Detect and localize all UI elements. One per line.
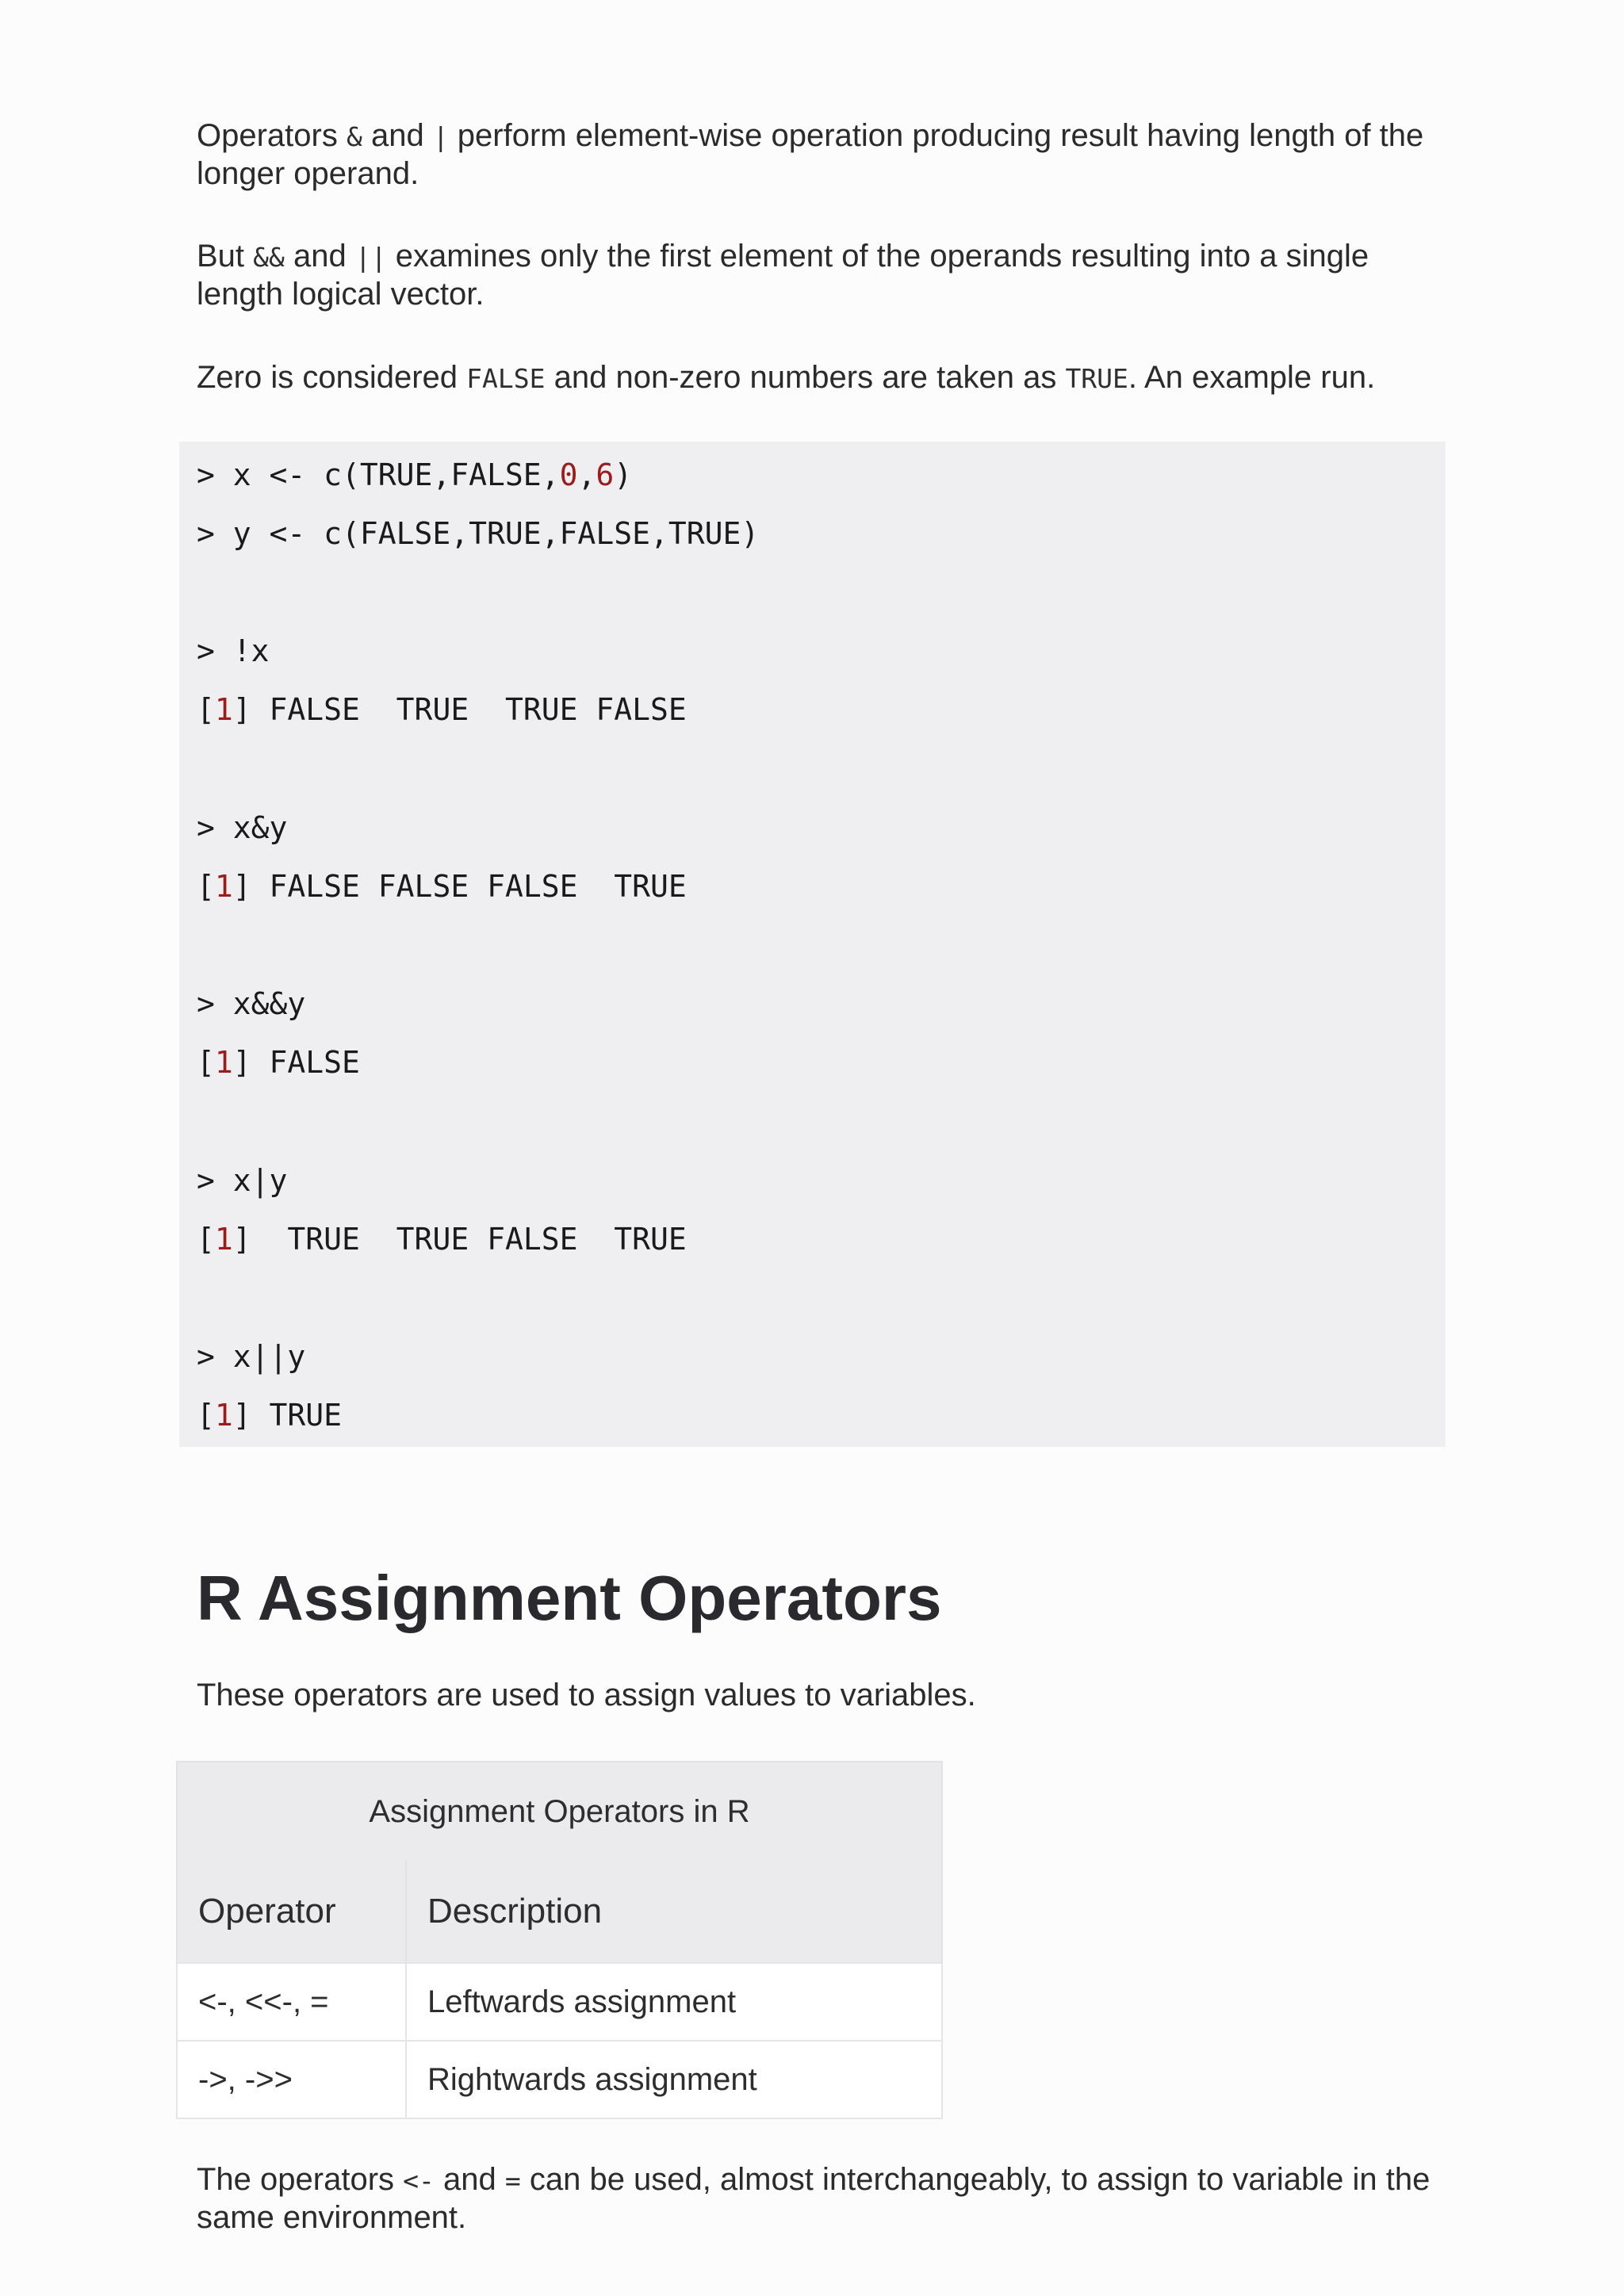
code-line: > x|y: [197, 1163, 288, 1198]
section-heading: R Assignment Operators: [197, 1563, 942, 1633]
code-line: > y <- c(FALSE,TRUE,FALSE,TRUE): [197, 516, 760, 551]
code-line: > x <- c(TRUE,FALSE,0,6): [197, 457, 633, 492]
section-description: These operators are used to assign values to variables.: [197, 1678, 976, 1712]
table-caption: Assignment Operators in R: [176, 1761, 943, 1861]
inline-code: <-: [403, 2165, 435, 2196]
code-line: > x&y: [197, 810, 288, 845]
code-line: [1] TRUE TRUE FALSE TRUE: [197, 1222, 687, 1257]
table-row: [177, 2041, 942, 2118]
paragraph-assignment-interchangeable: The operators <- and = can be used, almost interchangeably, to assign to variable in the same environment.: [197, 2162, 1431, 2235]
table-header-row: [177, 1861, 942, 1963]
table-cell-operator: ->, ->>: [177, 2041, 406, 2118]
code-line: [1] FALSE FALSE FALSE TRUE: [197, 869, 687, 904]
code-example-block: [179, 442, 1446, 1447]
inline-code: =: [504, 2165, 521, 2196]
code-line: > !x: [197, 633, 270, 668]
assignment-operators-table: [176, 1761, 943, 2119]
inline-code: FALSE: [466, 363, 546, 394]
paragraph-short-circuit-operators: But && and || examines only the first element of the operands resulting into a single length logical vector.: [197, 239, 1369, 312]
inline-code: &&: [253, 242, 285, 273]
inline-code: &: [346, 121, 362, 152]
paragraph-zero-false: Zero is considered FALSE and non-zero numbers are taken as TRUE. An example run.: [197, 360, 1376, 395]
column-header-description: Description: [406, 1861, 942, 1963]
code-line: [1] TRUE: [197, 1398, 343, 1433]
table-cell-operator: <-, <<-, =: [177, 1963, 406, 2041]
code-line: [1] FALSE TRUE TRUE FALSE: [197, 692, 687, 727]
code-line: [1] FALSE: [197, 1045, 360, 1080]
inline-code: |: [432, 121, 449, 152]
inline-code: ||: [354, 242, 387, 273]
code-line: > x&&y: [197, 986, 306, 1021]
table-row: [177, 1963, 942, 2041]
column-header-operator: Operator: [177, 1861, 406, 1963]
table-cell-description: Leftwards assignment: [406, 1963, 942, 2041]
paragraph-elementwise-operators: Operators & and | perform element-wise operation producing result having length of the longer operand.: [197, 118, 1424, 191]
code-line: > x||y: [197, 1339, 306, 1374]
table-cell-description: Rightwards assignment: [406, 2041, 942, 2118]
inline-code: TRUE: [1065, 363, 1128, 394]
